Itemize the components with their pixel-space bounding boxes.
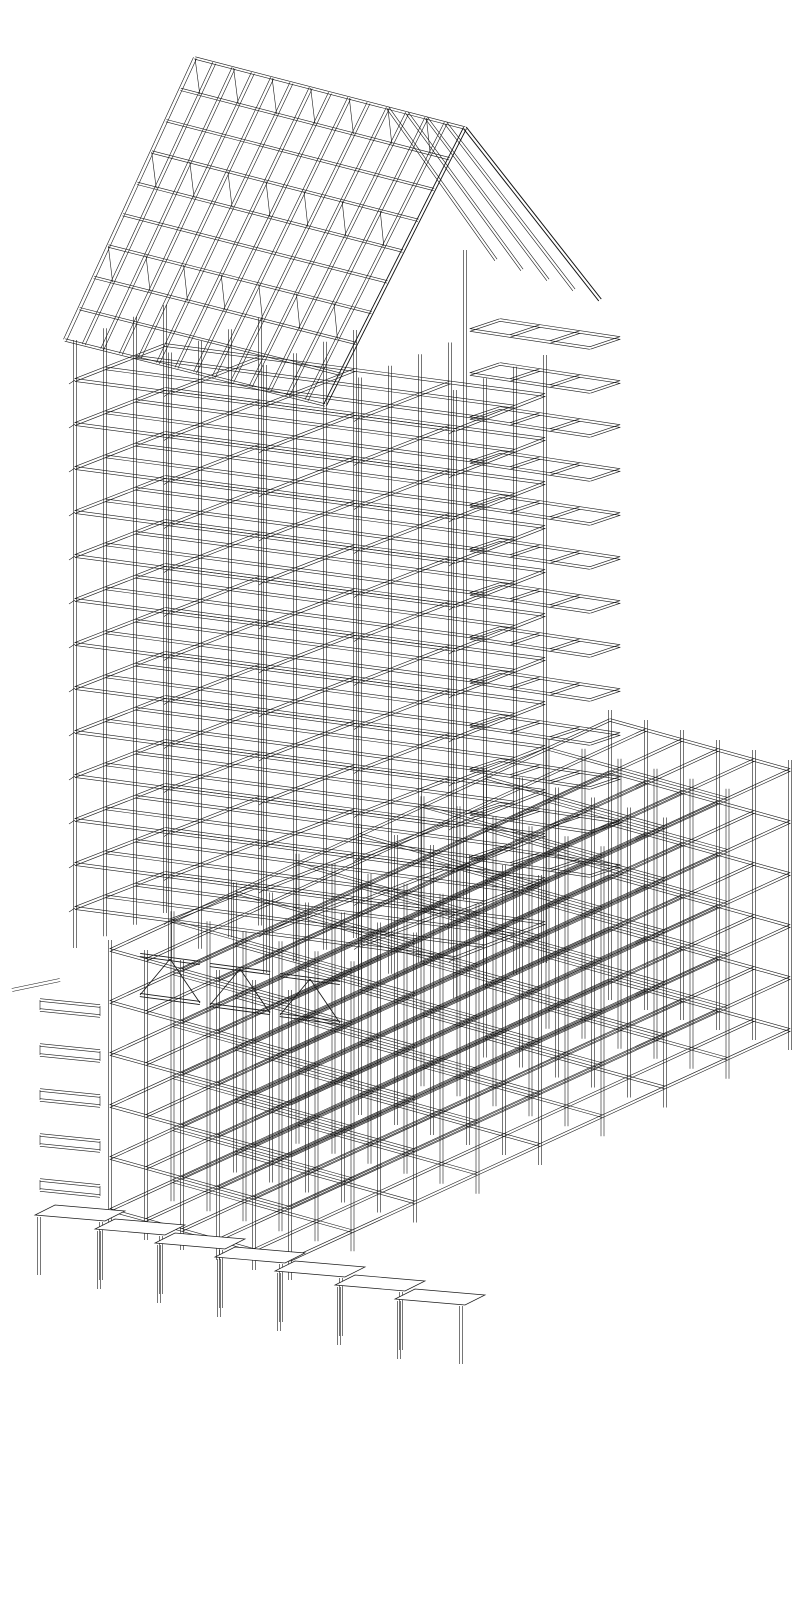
bracket-beam	[500, 363, 620, 384]
roof-brace	[266, 181, 270, 217]
roof-brace	[334, 303, 337, 339]
canopy-post	[280, 1264, 283, 1322]
tower-beam	[135, 355, 515, 408]
tower-column	[448, 343, 451, 951]
podium-column	[351, 961, 354, 1251]
podium-column	[539, 875, 542, 1165]
canopy-post	[38, 1217, 41, 1275]
roof-brace	[108, 246, 112, 282]
canopy-post	[278, 1273, 281, 1331]
west-beam	[40, 1009, 100, 1018]
base-canopies	[35, 1205, 485, 1364]
tower-beam	[105, 455, 485, 508]
tower-beam	[165, 740, 545, 793]
roof-brace	[152, 152, 157, 188]
bracket-floor-2	[470, 363, 621, 394]
tower-beam	[105, 631, 485, 684]
tower-beam	[165, 608, 545, 661]
tower-beam	[105, 675, 485, 728]
canopy-post	[160, 1236, 163, 1294]
tower-stub	[69, 512, 75, 516]
podium-beam	[547, 748, 728, 801]
west-beam	[40, 1054, 100, 1063]
roof-gable-edge	[464, 127, 602, 301]
tower-beam	[135, 707, 515, 760]
canopy-post	[98, 1231, 101, 1289]
west-beam	[40, 1099, 100, 1108]
tower-beam	[105, 543, 485, 596]
bracket-floor-3	[470, 407, 621, 438]
canopy-slab	[395, 1289, 485, 1305]
west-bracket-level-3	[40, 1089, 100, 1108]
tower-column	[323, 342, 326, 950]
west-beam	[40, 999, 100, 1008]
tower-stub	[69, 688, 75, 692]
roof-brace	[296, 294, 300, 330]
tower-frame	[69, 305, 547, 998]
roof-rafter	[138, 77, 274, 359]
west-bracket-level-2	[40, 1044, 100, 1063]
tower-column	[388, 366, 391, 974]
truss-1	[140, 953, 200, 1004]
west-bracket-level-4	[40, 1134, 100, 1153]
tower-beam	[165, 564, 545, 617]
roof-gable-edge	[324, 127, 467, 405]
podium-column	[217, 970, 220, 1260]
roof-rafter	[268, 112, 409, 392]
bracket-beam	[500, 671, 620, 692]
tower-stub	[69, 380, 75, 384]
west-beam	[40, 1134, 100, 1143]
tower-column	[483, 378, 486, 986]
podium-beam	[610, 719, 791, 772]
tower-column	[258, 318, 261, 926]
west-beam	[40, 1144, 100, 1153]
tower-beam	[165, 344, 545, 397]
bracket-beam	[470, 681, 590, 702]
canopy-5	[275, 1261, 365, 1336]
roof-rafter	[119, 72, 254, 354]
canopy-slab	[335, 1275, 425, 1291]
bracket-floor-4	[470, 451, 621, 482]
tower-beam	[135, 619, 515, 672]
tower-stub	[69, 644, 75, 648]
bracket-beam	[470, 769, 590, 790]
tower-stub	[69, 820, 75, 824]
tower-floor-12	[69, 828, 546, 918]
tower-stub	[69, 864, 75, 868]
roof-brace	[184, 265, 188, 301]
bracket-beam	[470, 461, 590, 482]
tower-floor-1	[69, 344, 546, 434]
west-beam	[40, 1089, 100, 1098]
west-outrigger	[12, 979, 61, 992]
tower-beam	[135, 663, 515, 716]
tower-column	[163, 305, 166, 913]
podium-column	[789, 760, 792, 1050]
tower-floor-10	[69, 740, 546, 830]
tower-beam	[105, 587, 485, 640]
canopy-post	[218, 1259, 221, 1317]
tower-column	[103, 328, 106, 936]
west-bracket-level-5	[40, 1179, 100, 1198]
roof-rafter	[101, 67, 235, 350]
truss-2	[210, 963, 270, 1014]
roof-brace	[146, 256, 150, 292]
canopy-post	[158, 1245, 161, 1303]
tower-beam	[165, 652, 545, 705]
roof-rafter-gable	[406, 112, 523, 271]
roof-rafter	[82, 62, 216, 345]
canopy-post	[220, 1250, 223, 1308]
canopy-post	[460, 1306, 463, 1364]
bracket-beam	[470, 725, 590, 746]
west-beam	[40, 1189, 100, 1198]
tower-beam	[105, 763, 485, 816]
tower-beam	[165, 784, 545, 837]
tower-column	[133, 317, 136, 925]
roof-brace	[234, 68, 239, 104]
truss-bottom-chord	[140, 993, 200, 1004]
tower-beam	[135, 575, 515, 628]
tower-stub	[69, 908, 75, 912]
tower-beam	[135, 487, 515, 540]
podium-floor-1	[110, 979, 791, 1262]
tower-column	[228, 329, 231, 937]
tower-beam	[135, 531, 515, 584]
gable-roof-frame	[64, 57, 602, 406]
roof-brace	[221, 275, 225, 311]
bracket-beam	[500, 583, 620, 604]
tower-beam	[105, 411, 485, 464]
roof-brace	[342, 201, 346, 237]
podium-column	[253, 980, 256, 1270]
bracket-beam	[470, 593, 590, 614]
bracket-floor-9	[470, 671, 621, 702]
roof-brace	[272, 78, 277, 114]
tower-column	[198, 341, 201, 949]
tower-floor-2	[69, 388, 546, 478]
roof-rafter	[286, 117, 428, 396]
roof-rafter	[249, 107, 389, 387]
cantilever-bracket-frame	[464, 250, 621, 900]
tower-floor-4	[69, 476, 546, 566]
west-beam	[40, 1179, 100, 1188]
tower-beam	[135, 443, 515, 496]
tower-beam	[165, 388, 545, 441]
roof-rafter	[324, 127, 467, 405]
roof-brace	[228, 172, 232, 208]
tower-stub	[69, 600, 75, 604]
roof-brace	[311, 88, 315, 124]
canopy-1	[35, 1205, 125, 1280]
bracket-beam	[500, 495, 620, 516]
podium-column	[601, 846, 604, 1136]
canopy-post	[338, 1287, 341, 1345]
roof-brace	[349, 98, 353, 134]
bracket-beam	[470, 637, 590, 658]
bracket-beam	[470, 857, 590, 878]
podium-column	[414, 933, 417, 1223]
tower-beam	[105, 851, 485, 904]
tower-beam	[105, 719, 485, 772]
bracket-floor-7	[470, 583, 621, 614]
west-bracket-frame	[12, 979, 100, 1198]
tower-floor-6	[69, 564, 546, 654]
roof-brace	[190, 162, 194, 198]
bracket-floor-6	[470, 539, 621, 570]
tower-stub	[69, 556, 75, 560]
tower-floor-5	[69, 520, 546, 610]
tower-column	[513, 367, 516, 975]
tower-column	[353, 330, 356, 938]
canopy-4	[215, 1247, 305, 1322]
roof-brace	[259, 284, 263, 320]
roof-brace	[195, 58, 200, 94]
bracket-floor-10	[470, 715, 621, 746]
tower-stub	[69, 732, 75, 736]
bracket-beam	[470, 329, 590, 350]
tower-beam	[165, 696, 545, 749]
tower-stub	[69, 776, 75, 780]
tower-beam	[105, 367, 485, 420]
roof-rafter-gable	[445, 122, 575, 291]
tower-floor-7	[69, 608, 546, 698]
canopy-6	[335, 1275, 425, 1350]
bracket-beam	[470, 417, 590, 438]
bracket-beam	[500, 759, 620, 780]
bracket-floor-8	[470, 627, 621, 658]
bracket-beam	[500, 451, 620, 472]
tower-floor-3	[69, 432, 546, 522]
roof-brace	[380, 211, 384, 247]
tower-floor-9	[69, 696, 546, 786]
podium-beam	[172, 1180, 353, 1233]
podium-column	[664, 818, 667, 1108]
canopy-3	[155, 1233, 245, 1308]
tower-stub	[69, 424, 75, 428]
roof-brace	[426, 118, 430, 154]
canopy-post	[100, 1222, 103, 1280]
bracket-beam	[500, 407, 620, 428]
podium-column	[289, 990, 292, 1280]
bracket-beam	[500, 539, 620, 560]
tower-stub	[69, 468, 75, 472]
bracket-beam	[500, 319, 620, 340]
podium-floor-2	[110, 927, 791, 1210]
bracket-beam	[470, 505, 590, 526]
canopy-7	[395, 1289, 485, 1364]
west-bracket-level-1	[40, 999, 100, 1018]
tower-beam	[135, 751, 515, 804]
tower-beam	[135, 839, 515, 892]
west-beam	[40, 1044, 100, 1053]
tower-beam	[105, 807, 485, 860]
bracket-beam	[470, 373, 590, 394]
roof-rafter-gable	[425, 117, 549, 281]
tower-beam	[105, 499, 485, 552]
canopy-post	[398, 1301, 401, 1359]
tower-beam	[165, 520, 545, 573]
podium-column	[109, 940, 112, 1230]
canopy-2	[95, 1219, 185, 1294]
roof-rafter-gable	[387, 107, 497, 261]
roof-rafter-gable	[464, 127, 601, 301]
bracket-floor-5	[470, 495, 621, 526]
roof-rafter	[64, 57, 197, 340]
tower-beam	[165, 476, 545, 529]
bracket-beam	[470, 549, 590, 570]
podium-column	[726, 789, 729, 1079]
tower-beam	[165, 432, 545, 485]
bracket-floor-11	[470, 759, 621, 790]
canopy-post	[400, 1292, 403, 1350]
bracket-beam	[500, 627, 620, 648]
canopy-post	[340, 1278, 343, 1336]
podium-column	[181, 960, 184, 1250]
tower-beam	[105, 895, 485, 948]
podium-column	[145, 950, 148, 1240]
roof-brace	[304, 191, 308, 227]
bracket-floor-1	[470, 319, 621, 350]
tower-beam	[135, 399, 515, 452]
tower-floor-8	[69, 652, 546, 742]
